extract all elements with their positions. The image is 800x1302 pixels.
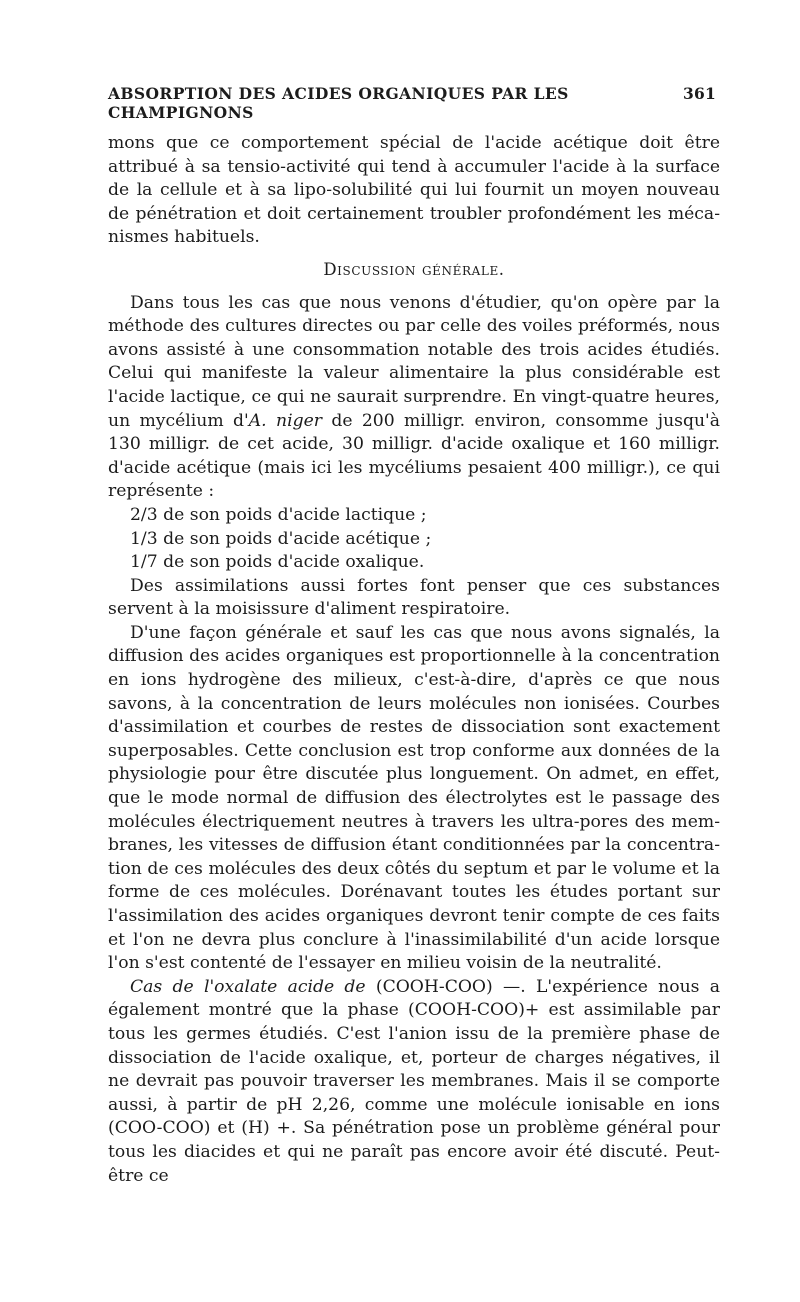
- running-title: ABSORPTION DES ACIDES ORGANIQUES PAR LES CHAMPIGNONS: [108, 84, 569, 122]
- paragraph-oxalate: [108, 976, 720, 1188]
- species-name: A. niger: [248, 410, 322, 431]
- paragraph-results: [108, 292, 720, 504]
- paragraph-diffusion: D'une façon générale et sauf les cas que nous avons signalés, la diffusion des acides organiques est proportionnelle à la concentration en ions hydrogène des milieux, c'est-à-dire, d'après ce que nous savons, à la concentration de leurs molécules non ionisées. Courbes d'assimilation et courbes de restes de dissociation sont exactement superposables. Cette conclusion est trop conforme aux données de la physiologie pour être discutée plus longuement. On admet, en effet, que le mode normal de diffusion des électrolytes est le passage des molécules électriquement neutres à travers les ultra-pores des membranes, les vitesses de diffusion étant conditionnées par la concentration de ces molécules des deux côtés du septum et par le volume et la forme de ces molécules. Dorénavant toutes les études portant sur l'assimilation des acides organiques devront tenir compte de ces faits et l'on ne devra plus conclure à l'inassimilabilité d'un acide lorsque l'on s'est contenté de l'essayer en milieu voisin de la neutralité.: [108, 622, 720, 974]
- paragraph-continuation: mons que ce comportement spécial de l'acide acétique doit être attribué à sa tensio-activité qui tend à accumuler l'acide à la surface de la cellule et à sa lipo-solubilité qui lui fournit un moyen nouveau de pénétration et doit certainement troubler profondément les mécanismes habituels.: [108, 133, 720, 248]
- italic-lead: Cas de l'oxalate acide de: [130, 976, 366, 997]
- list-item: 1/7 de son poids d'acide oxalique.: [130, 552, 425, 573]
- list-item: 1/3 de son poids d'acide acétique ;: [130, 528, 432, 549]
- paragraph-assimilation: Des assimilations aussi fortes font penser que ces substances servent à la moisissure d'aliment respiratoire.: [108, 575, 720, 620]
- paragraph-text: (COOH-COO) —. L'expérience nous a également montré que la phase (COOH-COO)+ est assimilable par tous les germes étudiés. C'est l'anion issu de la première phase de dissociation de l'acide oxalique, et, porteur de charges négatives, il ne devrait pas pouvoir traverser les membranes. Mais il se comporte aussi, à partir de pH 2,26, comme une molécule ionisable en ions (COO-COO) et (H) +. Sa pénétration pose un problème général pour tous les diacides et qui ne paraît pas encore avoir été discuté. Peut-être ce: [108, 976, 720, 1186]
- running-header: [108, 84, 720, 122]
- body-text: [108, 132, 720, 1188]
- section-heading: Discussion générale.: [323, 259, 505, 279]
- paragraph-text-cont: de 200 milligr. environ, consomme jusqu'à 130 milligr. de cet acide, 30 milligr. d'acide oxalique et 160 milligr. d'acide acétique (mais ici les mycéliums pesaient 400 milligr.), ce qui représente :: [108, 410, 720, 502]
- page-number: 361: [683, 84, 716, 103]
- paragraph-text: Dans tous les cas que nous venons d'étudier, qu'on opère par la méthode des cultures directes ou par celle des voiles préformés, nous avons assisté à une consommation notable des trois acides étudiés. Celui qui manifeste la valeur alimentaire la plus considérable est l'acide lactique, ce qui ne saurait surprendre. En vingt-quatre heures, un mycélium d': [108, 292, 720, 431]
- list-item: 2/3 de son poids d'acide lactique ;: [130, 504, 427, 525]
